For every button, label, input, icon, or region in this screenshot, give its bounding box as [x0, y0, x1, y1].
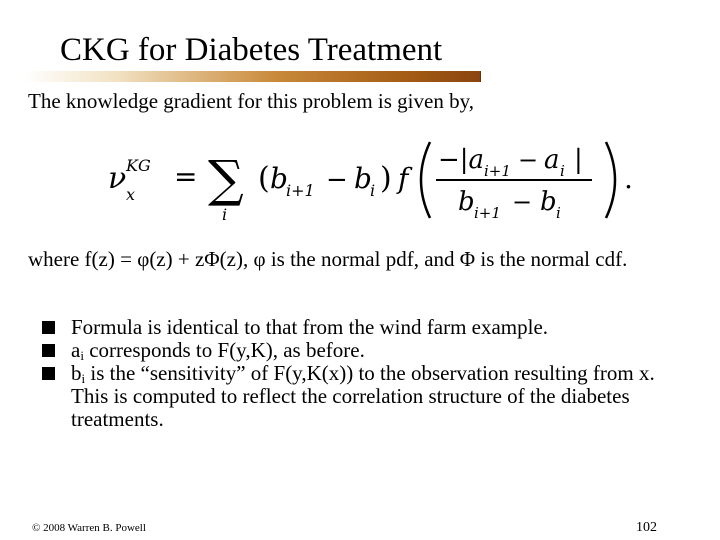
bullet-text: Formula is identical to that from the wind farm example. [71, 315, 549, 339]
formula-b2-sub: i [370, 181, 376, 200]
square-bullet-icon [42, 344, 55, 357]
bullet-text-rest: is the “sensitivity” of F(y,K(x)) to the observation resulting from x. This is computed to reflect the correlation structure of the diabetes treatments. [71, 361, 655, 431]
page-number: 102 [636, 520, 657, 535]
bullet-item [42, 339, 682, 362]
formula-num-sub1: i+1 [484, 162, 511, 180]
formula-num-minus: − [518, 146, 539, 174]
formula-num-text: −|a [438, 145, 485, 175]
formula-b1-sub: i+1 [286, 181, 315, 200]
formula-nu: ν [108, 161, 127, 196]
formula-den-b2: b [540, 187, 557, 217]
square-bullet-icon [42, 321, 55, 334]
bullet-item [42, 316, 682, 339]
formula-nu-sub: x [126, 185, 136, 204]
formula-lparen-1: ( [258, 161, 270, 196]
formula-minus-1: − [326, 165, 348, 195]
formula-den-minus: − [512, 188, 533, 216]
formula-f: f [398, 162, 409, 195]
bullet-text: a [71, 338, 81, 362]
formula-b2: b [354, 162, 372, 195]
bullet-subscript: i [81, 371, 86, 386]
formula-b1: b [270, 162, 288, 195]
formula-num-bar: | [574, 145, 583, 175]
bullet-text: b [71, 361, 82, 385]
formula-den-b: b [458, 187, 475, 217]
formula-nu-sup: KG [126, 156, 151, 175]
formula-rparen-1: ) [380, 161, 392, 196]
formula-period: . [624, 162, 633, 195]
copyright-footer: © 2008 Warren B. Powell [32, 522, 146, 534]
where-text: where f(z) = φ(z) + zΦ(z), φ is the normal pdf, and Φ is the normal cdf. [28, 247, 628, 271]
formula-den-sub1: i+1 [474, 204, 501, 222]
formula-equals: = [174, 160, 198, 193]
formula-num-a: a [544, 145, 560, 175]
bullet-subscript: i [80, 348, 84, 363]
formula-sum: ∑ [208, 150, 244, 208]
formula-den-sub2: i [556, 204, 561, 222]
kg-formula [100, 128, 660, 228]
title-underline [24, 71, 481, 82]
bullet-list [42, 316, 682, 431]
formula-big-lparen [421, 142, 430, 218]
intro-text: The knowledge gradient for this problem is given by, [28, 89, 474, 113]
bullet-item [42, 362, 682, 431]
formula-num-sub2: i [560, 162, 565, 180]
bullet-text-rest: corresponds to F(y,K), as before. [83, 338, 365, 362]
formula-big-rparen [606, 142, 615, 218]
slide-title: CKG for Diabetes Treatment [60, 32, 443, 68]
formula-sum-index: i [222, 205, 228, 224]
square-bullet-icon [42, 367, 55, 380]
